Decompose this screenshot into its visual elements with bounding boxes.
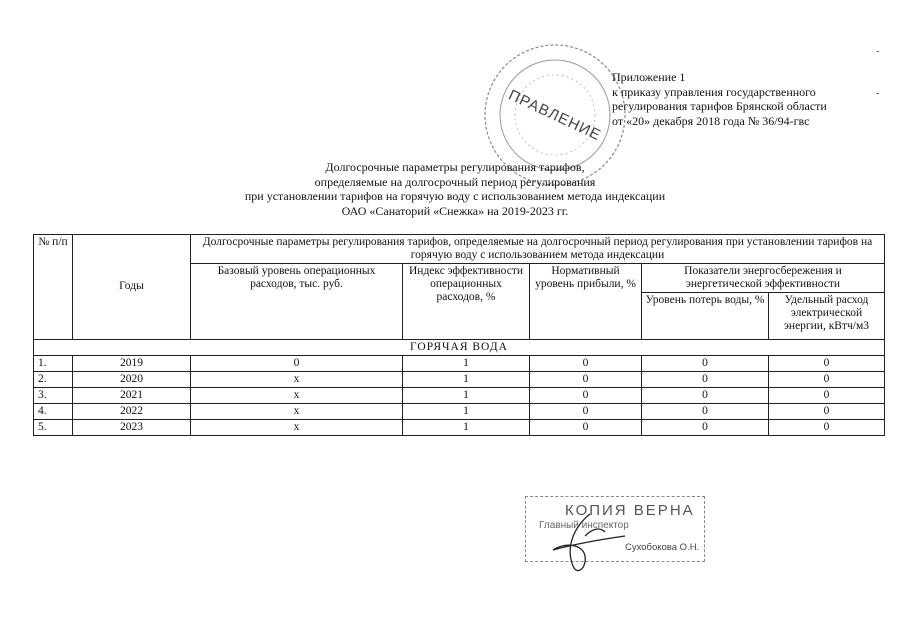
row-profit-level: 0 [530,420,642,436]
row-year: 2019 [73,356,191,372]
title-line-4: ОАО «Санаторий «Снежка» на 2019-2023 гг. [341,203,569,218]
signature-icon [535,496,655,580]
row-water-loss: 0 [642,388,769,404]
margin-mark: - [876,88,880,99]
document-title [150,160,760,218]
header-base-costs: Базовый уровень операционных расходов, тыс. руб. [191,264,403,340]
stamp-position: Главный инспектор [539,520,629,531]
appendix-line-2: к приказу управления государственного [612,84,816,99]
header-profit-level: Нормативный уровень прибыли, % [530,264,642,340]
header-number: № п/п [34,235,73,340]
row-water-loss: 0 [642,404,769,420]
stamp-title: КОПИЯ ВЕРНА [565,502,695,519]
appendix-line-3: регулирования тарифов Брянской области [612,99,827,113]
row-number: 2. [34,372,73,388]
title-line-1: Долгосрочные параметры регулирования тарифов, [325,160,585,174]
header-years: Годы [73,235,191,340]
row-year: 2023 [73,420,191,436]
header-efficiency-index: Индекс эффективности операционных расходов, % [403,264,530,340]
row-profit-level: 0 [530,404,642,420]
table-row [34,388,885,404]
row-efficiency-index: 1 [403,420,530,436]
row-number: 5. [34,420,73,436]
section-hot-water: ГОРЯЧАЯ ВОДА [34,340,885,356]
title-line-2: определяемые на долгосрочный период регулирования [314,174,596,189]
row-specific-consumption: 0 [769,388,885,404]
row-specific-consumption: 0 [769,372,885,388]
row-water-loss: 0 [642,420,769,436]
row-base-costs: х [191,372,403,388]
row-profit-level: 0 [530,356,642,372]
appendix-line-1: Приложение 1 [612,70,686,84]
row-base-costs: 0 [191,356,403,372]
row-profit-level: 0 [530,372,642,388]
row-number: 4. [34,404,73,420]
table-row [34,404,885,420]
title-line-3: при установлении тарифов на горячую воду с использованием метода индексации [244,189,666,203]
row-base-costs: х [191,388,403,404]
row-water-loss: 0 [642,372,769,388]
table-row [34,356,885,372]
header-specific-consumption: Удельный расход электрической энергии, кВтч/м3 [769,293,885,340]
row-number: 3. [34,388,73,404]
row-number: 1. [34,356,73,372]
copy-certified-stamp [525,496,705,580]
row-specific-consumption: 0 [769,420,885,436]
header-group: Долгосрочные параметры регулирования тарифов, определяемые на долгосрочный период регулирования при установлении тарифов на горячую воду с использованием метода индексации [191,235,885,264]
row-efficiency-index: 1 [403,372,530,388]
tariff-parameters-table [33,234,885,436]
row-water-loss: 0 [642,356,769,372]
row-specific-consumption: 0 [769,404,885,420]
header-water-loss: Уровень потерь воды, % [642,293,769,340]
row-base-costs: х [191,420,403,436]
appendix-block [612,70,827,128]
row-year: 2021 [73,388,191,404]
table-row [34,420,885,436]
row-efficiency-index: 1 [403,388,530,404]
stamp-name: Сухобокова О.Н. [625,542,700,553]
row-efficiency-index: 1 [403,356,530,372]
row-base-costs: х [191,404,403,420]
header-energy-group: Показатели энергосбережения и энергетической эффективности [642,264,885,293]
row-efficiency-index: 1 [403,404,530,420]
margin-mark: - [876,46,880,57]
seal-text: ПРАВЛЕНИЕ [505,86,604,145]
row-year: 2020 [73,372,191,388]
row-profit-level: 0 [530,388,642,404]
row-specific-consumption: 0 [769,356,885,372]
appendix-line-4: от «20» декабря 2018 года № 36/94-гвс [612,113,810,128]
row-year: 2022 [73,404,191,420]
table-row [34,372,885,388]
